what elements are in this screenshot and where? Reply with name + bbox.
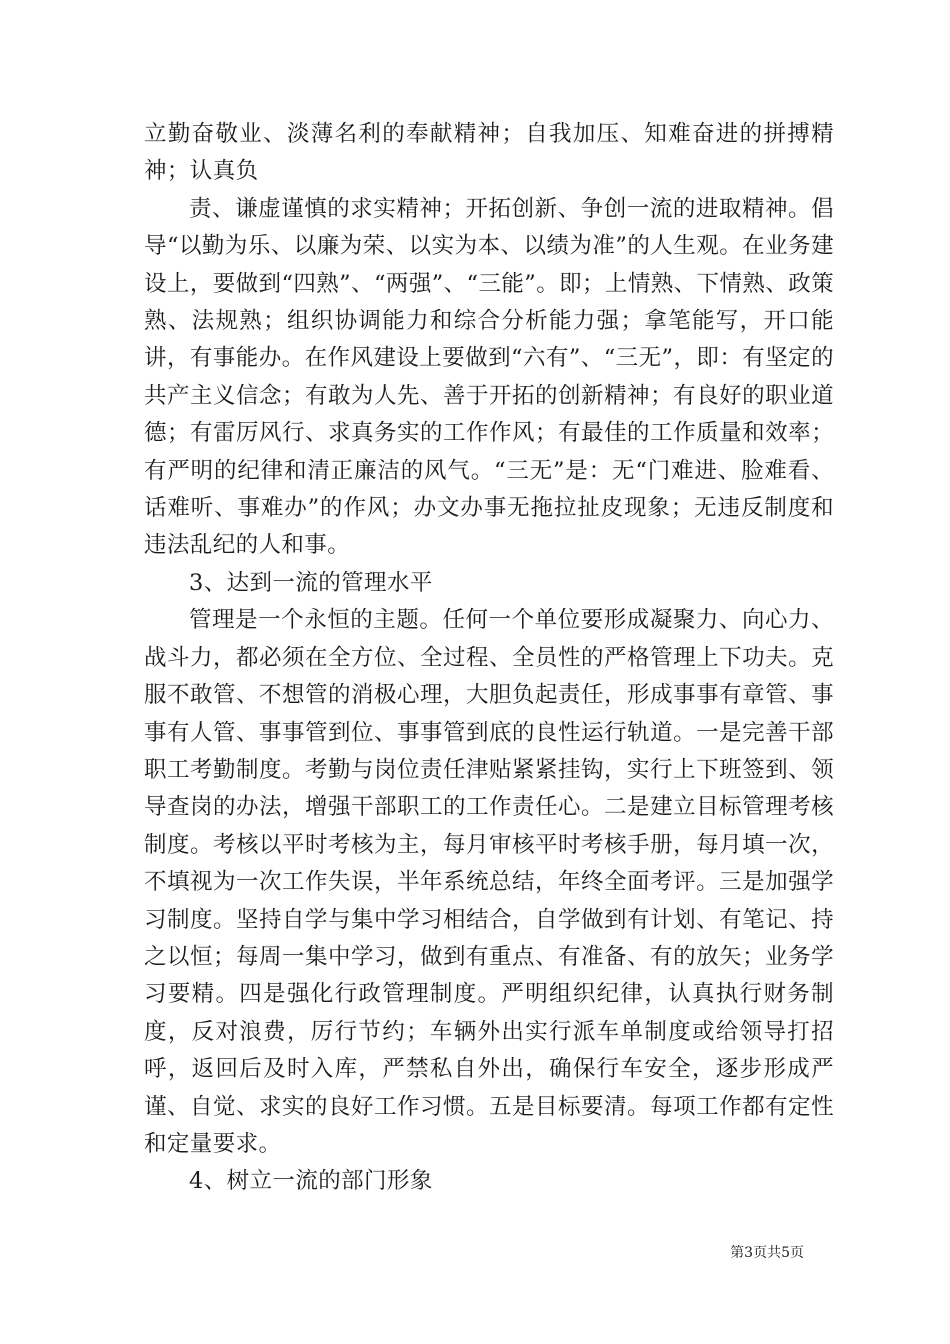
page-number: 第3页共5页	[730, 1245, 804, 1261]
section-heading-4: 4、树立一流的部门形象	[189, 1168, 433, 1195]
section-heading-3: 3、达到一流的管理水平	[189, 569, 433, 596]
paragraph-1: 立勤奋敬业、淡薄名利的奉献精神；自我加压、知难奋进的拼搏精神；认真负	[144, 121, 834, 185]
document-body	[144, 116, 834, 1201]
paragraph-3: 管理是一个永恒的主题。任何一个单位要形成凝聚力、向心力、战斗力，都必须在全方位、全过程、全员性的严格管理上下功夫。克服不敢管、不想管的消极心理，大胆负起责任，形成事事有章管、事事有人管、事事管到位、事事管到底的良性运行轨道。一是完善干部职工考勤制度。考勤与岗位责任津贴紧紧挂钩，实行上下班签到、领导查岗的办法，增强干部职工的工作责任心。二是建立目标管理考核制度。考核以平时考核为主，每月审核平时考核手册，每月填一次，不填视为一次工作失误，半年系统总结，年终全面考评。三是加强学习制度。坚持自学与集中学习相结合，自学做到有计划、有笔记、持之以恒；每周一集中学习，做到有重点、有准备、有的放矢；业务学习要精。四是强化行政管理制度。严明组织纪律，认真执行财务制度，反对浪费，厉行节约；车辆外出实行派车单制度或给领导打招呼，返回后及时入库，严禁私自外出，确保行车安全，逐步形成严谨、自觉、求实的良好工作习惯。五是目标要清。每项工作都有定性和定量要求。	[144, 607, 834, 1157]
paragraph-2: 责、谦虚谨慎的求实精神；开拓创新、争创一流的进取精神。倡导“以勤为乐、以廉为荣、以实为本、以绩为准”的人生观。在业务建设上，要做到“四熟”、“两强”、“三能”。即；上情熟、下情熟、政策熟、法规熟；组织协调能力和综合分析能力强；拿笔能写，开口能讲，有事能办。在作风建设上要做到“六有”、“三无”，即：有坚定的共产主义信念；有敢为人先、善于开拓的创新精神；有良好的职业道德；有雷厉风行、求真务实的工作作风；有最佳的工作质量和效率；有严明的纪律和清正廉洁的风气。“三无”是：无“门难进、脸难看、话难听、事难办”的作风；办文办事无拖拉扯皮现象；无违反制度和违法乱纪的人和事。	[144, 195, 834, 559]
